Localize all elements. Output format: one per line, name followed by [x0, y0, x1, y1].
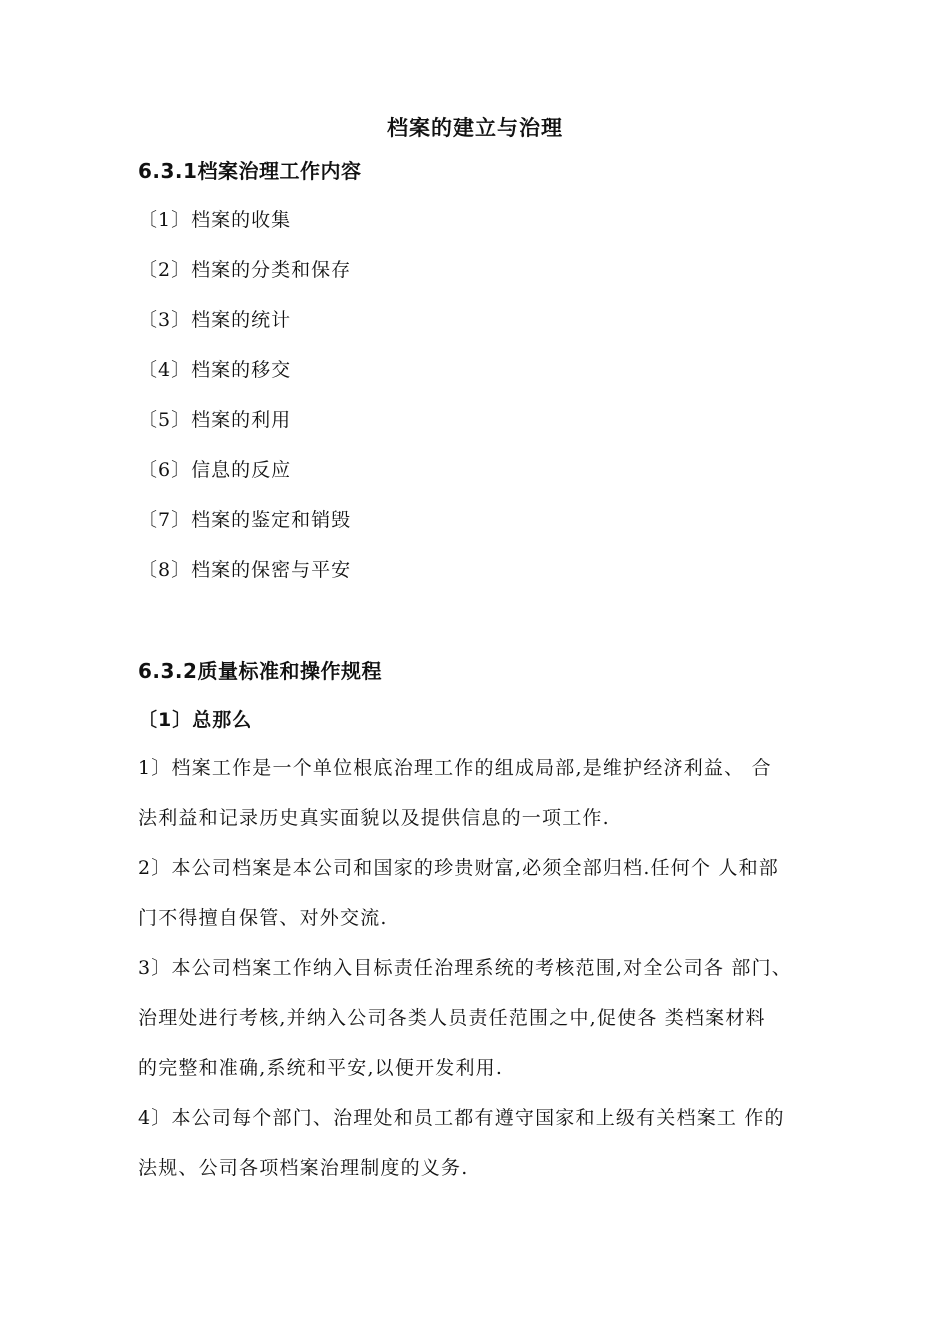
paragraph-line: 门不得擅自保管、对外交流.: [138, 907, 388, 929]
section-heading-6-3-2: 6.3.2质量标准和操作规程: [138, 659, 382, 683]
paragraph-4: [138, 1093, 828, 1193]
list-item: 〔3〕档案的统计: [138, 309, 292, 331]
list-item: 〔2〕档案的分类和保存: [138, 259, 352, 281]
paragraph-line: 法规、公司各项档案治理制度的义务.: [138, 1157, 469, 1179]
list-item: 〔8〕档案的保密与平安: [138, 559, 352, 581]
paragraph-line: 1〕档案工作是一个单位根底治理工作的组成局部,是维护经济利益、 合: [138, 757, 772, 779]
paragraph-line: 的完整和准确,系统和平安,以便开发利用.: [138, 1057, 504, 1079]
paragraph-line: 2〕本公司档案是本公司和国家的珍贵财富,必须全部归档.任何个 人和部: [138, 857, 780, 879]
list-item: 〔5〕档案的利用: [138, 409, 292, 431]
section-heading-6-3-1: 6.3.1档案治理工作内容: [138, 159, 362, 183]
paragraph-3: [138, 943, 828, 1093]
paragraph-2: [138, 843, 828, 943]
list-item: 〔7〕档案的鉴定和销毁: [138, 509, 352, 531]
list-item: 〔6〕信息的反应: [138, 459, 292, 481]
paragraph-line: 治理处进行考核,并纳入公司各类人员责任范围之中,促使各 类档案材料: [138, 1007, 766, 1029]
subsection-heading: 〔1〕总那么: [138, 709, 253, 731]
list-item: 〔4〕档案的移交: [138, 359, 292, 381]
paragraph-line: 4〕本公司每个部门、治理处和员工都有遵守国家和上级有关档案工 作的: [138, 1107, 785, 1129]
paragraph-1: [138, 743, 828, 843]
list-item: 〔1〕档案的收集: [138, 209, 292, 231]
document-title: 档案的建立与治理: [387, 116, 563, 140]
paragraph-line: 3〕本公司档案工作纳入目标责任治理系统的考核范围,对全公司各 部门、: [138, 957, 792, 979]
paragraph-line: 法利益和记录历史真实面貌以及提供信息的一项工作.: [138, 807, 610, 829]
